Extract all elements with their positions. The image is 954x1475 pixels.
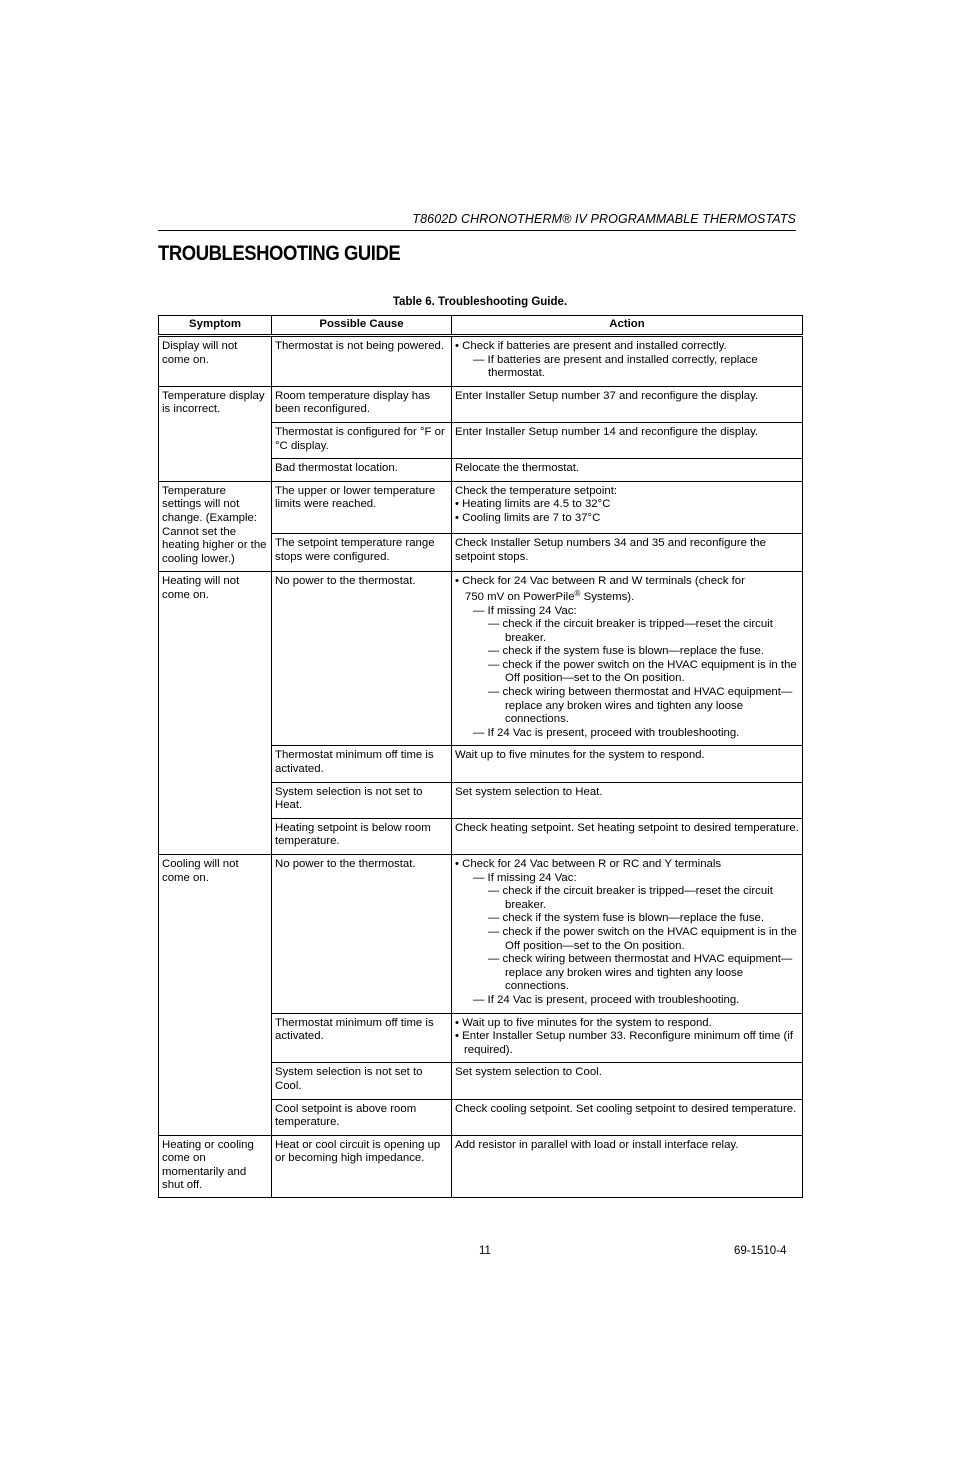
action-text: Systems). bbox=[580, 590, 635, 603]
action-line: — check if the power switch on the HVAC equipment is in the Off position—set to the On position. bbox=[488, 658, 797, 685]
action-cell bbox=[452, 1013, 803, 1063]
cause-cell: Thermostat is configured for °F or °C display. bbox=[272, 422, 452, 458]
table-row bbox=[159, 481, 803, 533]
action-cell: Check Installer Setup numbers 34 and 35 and reconfigure the setpoint stops. bbox=[452, 534, 803, 572]
action-line: — If missing 24 Vac: bbox=[473, 871, 577, 884]
action-line: • Check for 24 Vac between R or RC and Y terminals bbox=[455, 858, 722, 870]
cause-cell: Heat or cool circuit is opening up or becoming high impedance. bbox=[272, 1135, 452, 1197]
action-cell: Add resistor in parallel with load or install interface relay. bbox=[452, 1135, 803, 1197]
table-row bbox=[159, 855, 803, 1014]
table-row bbox=[159, 572, 803, 746]
action-cell: Check cooling setpoint. Set cooling setpoint to desired temperature. bbox=[452, 1099, 803, 1135]
cause-cell: Thermostat is not being powered. bbox=[272, 336, 452, 387]
symptom-cell: Temperature settings will not change. (Example: Cannot set the heating higher or the cooling lower.) bbox=[159, 481, 272, 572]
cause-cell: System selection is not set to Heat. bbox=[272, 782, 452, 818]
symptom-cell: Heating or cooling come on momentarily and shut off. bbox=[159, 1135, 272, 1197]
cause-cell: Cool setpoint is above room temperature. bbox=[272, 1099, 452, 1135]
cause-cell: The upper or lower temperature limits were reached. bbox=[272, 481, 452, 533]
symptom-cell: Temperature display is incorrect. bbox=[159, 386, 272, 481]
action-line: — If 24 Vac is present, proceed with troubleshooting. bbox=[473, 726, 740, 739]
action-line: — check wiring between thermostat and HVAC equipment—replace any broken wires and tighten any loose connections. bbox=[488, 686, 793, 726]
action-line: • Wait up to five minutes for the system to respond. bbox=[455, 1016, 712, 1029]
action-line: • Cooling limits are 7 to 37°C bbox=[455, 511, 601, 524]
action-cell bbox=[452, 572, 803, 746]
action-line: — check if the power switch on the HVAC equipment is in the Off position—set to the On position. bbox=[488, 925, 797, 952]
running-header: T8602D CHRONOTHERM® IV PROGRAMMABLE THERMOSTATS bbox=[412, 212, 796, 226]
page-title: TROUBLESHOOTING GUIDE bbox=[158, 242, 401, 265]
column-header-action: Action bbox=[452, 316, 803, 336]
action-line: Check the temperature setpoint: bbox=[455, 484, 618, 497]
cause-cell: No power to the thermostat. bbox=[272, 572, 452, 746]
action-text: 750 mV on PowerPile bbox=[465, 590, 575, 603]
action-cell: Set system selection to Heat. bbox=[452, 782, 803, 818]
action-line: — check wiring between thermostat and HVAC equipment—replace any broken wires and tighten any loose connections. bbox=[488, 953, 793, 993]
cause-cell: Room temperature display has been reconfigured. bbox=[272, 386, 452, 422]
action-line: • Check for 24 Vac between R and W terminals (check for bbox=[455, 575, 745, 588]
table-caption: Table 6. Troubleshooting Guide. bbox=[392, 296, 568, 308]
action-cell: Enter Installer Setup number 14 and reconfigure the display. bbox=[452, 422, 803, 458]
action-line: — If missing 24 Vac: bbox=[473, 604, 577, 617]
action-cell: Enter Installer Setup number 37 and reconfigure the display. bbox=[452, 386, 803, 422]
cause-cell: The setpoint temperature range stops were configured. bbox=[272, 534, 452, 572]
cause-cell: System selection is not set to Cool. bbox=[272, 1063, 452, 1099]
table-row bbox=[159, 1135, 803, 1197]
cause-cell: Bad thermostat location. bbox=[272, 459, 452, 482]
action-line: — check if the circuit breaker is tripped—reset the circuit breaker. bbox=[488, 618, 773, 644]
action-line: • Enter Installer Setup number 33. Reconfigure minimum off time (if required). bbox=[455, 1030, 794, 1056]
page-number: 11 bbox=[479, 1245, 491, 1257]
symptom-cell: Display will not come on. bbox=[159, 336, 272, 387]
action-line: • Check if batteries are present and installed correctly. bbox=[455, 340, 727, 352]
action-cell bbox=[452, 481, 803, 533]
action-cell: Check heating setpoint. Set heating setpoint to desired temperature. bbox=[452, 818, 803, 854]
symptom-cell: Cooling will not come on. bbox=[159, 855, 272, 1136]
action-line: — If 24 Vac is present, proceed with troubleshooting. bbox=[473, 993, 740, 1006]
cause-cell: Thermostat minimum off time is activated. bbox=[272, 1013, 452, 1063]
symptom-cell: Heating will not come on. bbox=[159, 572, 272, 855]
document-number: 69-1510-4 bbox=[734, 1245, 787, 1257]
action-line: • Heating limits are 4.5 to 32°C bbox=[455, 498, 611, 511]
cause-cell: Heating setpoint is below room temperature. bbox=[272, 818, 452, 854]
header-rule bbox=[158, 230, 796, 231]
action-cell: Wait up to five minutes for the system to respond. bbox=[452, 746, 803, 782]
action-line: — If batteries are present and installed correctly, replace thermostat. bbox=[473, 353, 758, 380]
action-line: — check if the system fuse is blown—replace the fuse. bbox=[488, 645, 765, 658]
table-row bbox=[159, 336, 803, 387]
column-header-cause: Possible Cause bbox=[272, 316, 452, 336]
table-row bbox=[159, 386, 803, 422]
table-header-row bbox=[159, 316, 803, 336]
action-cell: Set system selection to Cool. bbox=[452, 1063, 803, 1099]
action-cell: Relocate the thermostat. bbox=[452, 459, 803, 482]
action-line: — check if the system fuse is blown—replace the fuse. bbox=[488, 912, 765, 925]
cause-cell: No power to the thermostat. bbox=[272, 855, 452, 1014]
column-header-symptom: Symptom bbox=[159, 316, 272, 336]
action-cell bbox=[452, 855, 803, 1014]
troubleshooting-table bbox=[158, 315, 803, 1198]
action-cell bbox=[452, 336, 803, 387]
cause-cell: Thermostat minimum off time is activated. bbox=[272, 746, 452, 782]
registered-mark: ® bbox=[574, 588, 581, 598]
action-line: — check if the circuit breaker is tripped—reset the circuit breaker. bbox=[488, 885, 773, 911]
action-line bbox=[455, 589, 799, 605]
